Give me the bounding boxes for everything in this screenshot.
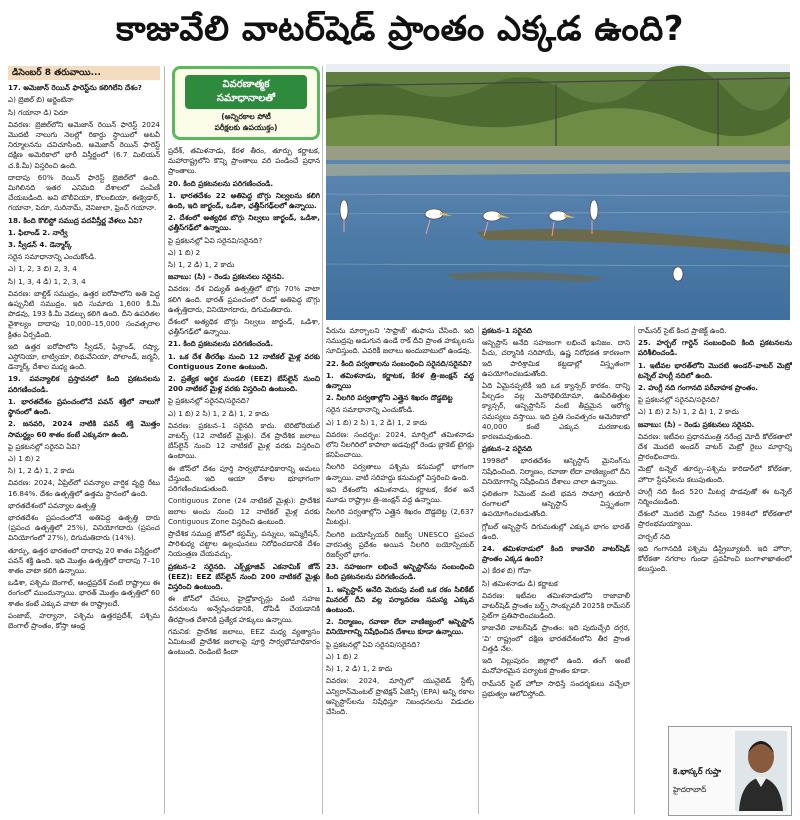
paragraph: భారతదేశంలో పవన్యాల ఉత్పత్తి xyxy=(8,500,96,510)
paragraph: ఎ) 1 బి) 2 xyxy=(326,651,359,661)
paragraph: సి) గయానా డి) పెరూ xyxy=(8,107,68,117)
paragraph: ఎ) 1, 2, 3 బి) 2, 3, 4 xyxy=(8,264,77,274)
paragraph: హర్బల్ నది xyxy=(638,531,671,541)
paragraph: జవాబు: (సి) – రెండు ప్రకటనలు సరైనవి. xyxy=(638,419,755,429)
paragraph: వివరణ: ఇటీవల తమిళనాడులోని రాజావాలీ వాటర్‌షెడ్ ప్రాంతం బర్డ్స్ సాంక్చువరీ 2025కి రామ్‌సర్ సైట్‌గా ప్రతిపాదించబడింది. xyxy=(482,590,630,621)
author-city: హైదరాబాద్ xyxy=(673,785,707,794)
author-photo xyxy=(735,731,787,811)
callout-subtitle: (అన్నిరకాల పోటీ పరీక్షలకు ఉపయుక్తం) xyxy=(214,112,278,132)
paragraph: 1. ఇటీవల భారత్‌లోని మొదటి అండర్‌–వాటర్ మెట్రో టన్నెల్ హుగ్లీ నదిలో ఉంది. xyxy=(638,360,792,380)
paragraph: సరైన సమాధానాన్ని ఎంచుకోండి. xyxy=(326,405,415,415)
paragraph: పై ప్రకటనల్లో ఏవి సరైనవి/సరైనది? xyxy=(326,639,421,649)
paragraph: జవాబు: (సి) – రెండు ప్రకటనలు సరైనవి. xyxy=(168,272,285,282)
paragraph: ప్రకటన–2 సరైనది. ఎక్స్‌క్లూజివ్ ఎకనామిక్ జోన్ (EEZ): EEZ బేస్‌లైన్ నుంచి 200 నాటికల్ మైళ్లు విస్తరించి ఉంటుంది. xyxy=(168,561,320,591)
column-1-body xyxy=(8,83,160,631)
wetland-birds-photo xyxy=(326,64,790,320)
paragraph: ఎ) 1 బి) 2 సి) 1, 2 డి) 1, 2 కాదు xyxy=(168,408,269,418)
paragraph: ఈ జోన్‌లో దేశం పూర్తి సార్వభౌమాధికారాన్ని అమలు చేస్తుంది. ఇది ఆయా దేశాల భూభాగంగా పరిగణించబడుతుంది. xyxy=(168,463,320,494)
detailed-answers-callout xyxy=(172,66,320,140)
paragraph: 25. హర్బల్ గార్డెన్ సంబంధించి కింది ప్రకటనలను పరిశీలించండి. xyxy=(638,338,792,358)
paragraph: ఎ) 1 బి) 2 xyxy=(8,453,41,463)
paragraph: ఎ) 1 బి) 2 సి) 1, 2 డి) 1, 2 కాదు xyxy=(638,407,739,417)
paragraph: 22. కింది పర్వతాలను సంబంధించి సరైనది/సరైనవి? xyxy=(326,358,472,368)
callout-title: వివరణాత్మక సమాధానాలతో xyxy=(185,75,307,109)
paragraph: ఎ) 1 బి) 2 సి) 1, 2 డి) 1, 2 కాదు xyxy=(326,417,427,427)
paragraph: వివరణ: బాల్టిక్ సముద్రం, ఉత్తర ఐరోపాలోని అతి పెద్ద ఉప్పునీటి సముద్రం. ఇది సుమారు 1,600 కి.మీ పొడవు, 193 కి.మీ వెడల్పు కలిగి ఉంది. దీని ఉపరితల వైశాల్యం దాదాపు 10,000–15,000 సంవత్సరాల క్రితం ఏర్పడింది. xyxy=(8,288,160,339)
paragraph: 2. జనవరి, 2024 నాటికి పవన్ శక్తి మొత్తం సామర్థ్యం 60 శాతం కంటే ఎక్కువగా ఉంది. xyxy=(8,419,160,439)
headline: కాజువేలి వాటర్‌షెడ్ ప్రాంతం ఎక్కడ ఉంది? xyxy=(116,9,684,49)
paragraph: ఎ) బ్రెజిల్ బి) అర్జెంటినా xyxy=(8,95,74,105)
paragraph: 1. ఒక దేశ తీరరేఖ నుంచి 12 నాటికల్ మైళ్ల వరకు Contiguous Zone ఉంటుంది. xyxy=(168,351,320,371)
column-5-body xyxy=(638,326,792,574)
paragraph: 17. అమెజాన్ రెయిన్ ఫారెస్ట్‌ను కలిగిలేని దేశం? xyxy=(8,83,142,93)
paragraph: గమనిక: ప్రాదేశిక జలాలు, EEZ మధ్య వ్యత్యాసం ఏమిటంటే ప్రాదేశిక జలాలపై పూర్తి సార్వభౌమాధికారం ఉంటుంది. రెండింటి కిందా xyxy=(168,626,320,657)
paragraph: 1998లో భారతదేశం ఆస్బెస్టాస్ మైనింగ్‌ను నిషేధించింది. నిర్మాణం, రవాణా లేదా వాణిజ్యంలో దీని వినియోగాన్ని నిషేధించిన దేశాలు చాలా ఉన్నాయి. xyxy=(482,456,630,486)
paragraph: 2. నీలగిరి పర్వతాల్లోని ఎత్తైన శిఖరం దొడ్డబెట్ట xyxy=(326,393,453,403)
author-box xyxy=(668,726,792,816)
paragraph: ఈ జోన్‌లో చేపలు, హైడ్రోకార్బన్లు వంటి సహజ వనరులను అన్వేషించడానికి, దోపిడీ చేయడానికి తీరప్రాంత దేశానికి ప్రత్యేక హక్కులు ఉన్నాయి. xyxy=(168,594,320,624)
paragraph: 3. స్వీడన్ 4. డెన్మార్క్ xyxy=(8,240,72,250)
paragraph: ఇవి దేశంలోని తమిళనాడు, కర్ణాటక, కేరళ అనే మూడు రాష్ట్రాల త్రి–జంక్షన్ వద్ద ఉన్నాయి. xyxy=(326,484,474,505)
paragraph: నీలగిరి పర్వతాలు పశ్చిమ కనుమల్లో భాగంగా ఉన్నాయి. వాటి సరిహద్దు కనుమల్లో విస్తరించి ఉంది. xyxy=(326,462,474,482)
paragraph: సి) 1, 2 డి) 1, 2 కాదు xyxy=(8,466,75,476)
column-3 xyxy=(326,326,474,814)
paragraph: దేశంలో మొదటి మెట్రో సేవలు 1984లో కోల్‌కతాలో ప్రారంభమయ్యాయి. xyxy=(638,509,792,529)
paragraph: 23. సహజంగా లభించే ఆస్బెస్టాస్‌ను సంబంధించి కింది ప్రకటనలను పరిగణించండి. xyxy=(326,562,474,582)
author-name: కె.భాస్కర్ గుప్తా xyxy=(673,767,722,776)
paragraph: పేరును మార్చాలని 'సాఫ్రాజ్' తుఫాను చేసింది. ఇది సముద్రపు అడుగున ఉండే రాక్ దీవి ప్రాంత హక్కులను సూచిస్తుంది. ఎవరికీ జలాలు అందుబాటులో ఉండవు. xyxy=(326,326,474,356)
paragraph: 2. దేశంలో అత్యధిక బొగ్గు నిల్వలు జార్ఖండ్, ఒడిశా, ఛత్తీస్‌గఢ్‌లో ఉన్నాయి. xyxy=(168,213,320,233)
paragraph: వివరణ: దేశ విద్యుత్ ఉత్పత్తిలో బొగ్గు 70% వాటా కలిగి ఉంది. భారత్ ప్రపంచంలో రెండో అతిపెద్ద బొగ్గు ఉత్పత్తిదారు, వినియోగదారు, దిగుమతిదారు. xyxy=(168,284,320,314)
paragraph: 2. హుగ్లీ నది గంగానది పరీవాహక ప్రాంతం. xyxy=(638,383,758,393)
paragraph: తూర్పు, ఉత్తర భారతంలో దాదాపు 20 శాతం విస్తీర్ణంలో పవన్ శక్తి ఉంది. ఇది మొత్తం ఉత్పత్తిలో దాదాపు 7–10 శాతం వాటా కలిగి ఉన్నాయి. xyxy=(8,545,160,575)
paragraph: సి) 1, 2 డి) 1, 2 కాదు xyxy=(168,260,235,270)
paragraph: ప్రదేశ్, తమిళనాడు, కేరళ తీరం, తూర్పు కర్ణాటక, మహారాష్ట్రలోని కొన్ని ప్రాంతాలు వరి పండించే ప్రధాన ప్రాంతాలు. xyxy=(168,146,320,176)
paragraph: వివరణ: బ్రెజిల్‌లోని అమెజాన్ రెయిన్ ఫారెస్ట్ 2024 మొదటి నాలుగు నెలల్లో రికార్డు స్థాయిలో అటవీ నిర్మూలనను చవిచూసింది. అమెజాన్ రెయిన్ ఫారెస్ట్ దక్షిణ అమెరికాలో భారీ విస్తీర్ణంలో (6.7 మిలియన్ చ.కి.మీ) విస్తరించి ఉంది. xyxy=(8,119,160,170)
paragraph: పై ప్రకటనల్లో సరైనవి ఏవి? xyxy=(8,441,81,451)
paragraph: 1. ఫిలాండ్ 2. నార్వే xyxy=(8,227,68,237)
paragraph: ఇది గంగానదికి పశ్చిమ డిస్ట్రిబ్యూటరీ. ఇది హౌరా, కోల్‌కతా నగరాల గుండా ప్రవహించి బంగాళాఖాతంలో కలుస్తుంది. xyxy=(638,543,792,574)
paragraph: పంజాబ్, హర్యానా, పశ్చిమ ఉత్తరప్రదేశ్, పశ్చిమ బెంగాల్ ప్రాంతం, కోస్తా ఆంధ్ర xyxy=(8,610,160,630)
paragraph: 24. తమిళనాడులో కింది కాజువేలి వాటర్‌షెడ్ ప్రాంతం ఎక్కడ ఉంది? xyxy=(482,544,630,564)
paragraph: రామ్‌సర్ సైట్ కింద ప్రాజెక్ట్ ఉంది. xyxy=(638,326,727,335)
paragraph: ఆస్బెస్టాస్ అనేది సహజంగా లభించే ఖనిజం. దాని పీచు, చర్మానికి సరిపోయే, ఉష్ణ నిరోధకత కారణంగా ఇది పారిశ్రామిక కట్టడాల్లో విస్తృతంగా ఉపయోగించబడుతోంది. xyxy=(482,338,630,378)
paragraph: ప్రాదేశిక సముద్ర జోన్‌లో కస్టమ్స్, పన్నులు, ఇమ్మిగ్రేషన్, పారిశుధ్య చట్టాల ఉల్లంఘనలు నిరోధించడానికి దేశం నియంత్రణ చేయవచ్చు. xyxy=(168,528,320,559)
paragraph: దాదాపు 60% రెయిన్ ఫారెస్ట్ బ్రెజిల్‌లో ఉంది. మిగిలినది ఇతర ఎనిమిది దేశాలలో పంపిణీ చేయబడింది. అవి బొలీవియా, కొలంబియా, ఈక్వెడార్, గయానా, పెరూ, సురినామ్, వెనిజులా, ఫ్రెంచ్ గయానా. xyxy=(8,172,160,213)
paragraph: 21. కింది ప్రకటనలను పరిగణించండి. xyxy=(168,339,274,349)
paragraph: పై ప్రకటనల్లో సరైనవి/సరైనది? xyxy=(638,395,720,405)
paragraph: 2. ప్రత్యేక ఆర్థిక మండలి (EEZ) బేస్‌లైన్ నుంచి 200 నాటికల్ మైళ్ల వరకు విస్తరించి ఉంటుంది. xyxy=(168,374,320,394)
paragraph: సి) 1, 2 డి) 1, 2 కాదు xyxy=(326,664,393,674)
paragraph: Contiguous Zone (24 నాటికల్ మైళ్లు): ప్రాదేశిక జలాల అంచు నుంచి 12 నాటికల్ మైళ్ల వరకు Contiguous Zone విస్తరించి ఉంటుంది. xyxy=(168,496,320,526)
paragraph: ఫలితంగా సిమెంట్ వంటి భవన సామాగ్రి తయారీ రంగాలలో ఆస్బెస్టాస్ విస్తృతంగా ఉపయోగించబడుతోంది. xyxy=(482,489,630,519)
paragraph: వివరణ: 2024, మార్చిలో యునైటెడ్ స్టేట్స్ ఎన్విరాన్‌మెంటల్ ప్రొటెక్షన్ ఏజెన్సీ (EPA) అన్ని రకాల ఆస్బెస్టాస్‌లను నిషేధిస్తూ నిబంధనలను విడుదల చేసింది. xyxy=(326,676,474,716)
paragraph: నీలగిరి బయోస్పియర్ రిజర్వ్ UNESCO ప్రపంచ వారసత్వ ప్రదేశం అయిన నీలగిరి బయోస్పియర్ రిజర్వ్‌లో భాగం. xyxy=(326,529,474,560)
paragraph: వివరణ: ఇటీవల ప్రధానమంత్రి నరేంద్ర మోదీ కోల్‌కతాలో దేశ మొదటి అండర్‌ వాటర్ మెట్రో రైలు మార్గాన్ని ప్రారంభించారు. xyxy=(638,431,792,462)
paragraph: హుగ్లీ నది కింద 520 మీటర్ల పొడవుతో ఈ టన్నెల్ నిర్మించబడింది. xyxy=(638,486,792,507)
paragraph: వివరణ: ప్రకటన–1 సరైనది కాదు. టెరిటోరియల్ వాటర్స్ (12 నాటికల్ మైళ్లు). దేశ ప్రాదేశిక జలాలు బేస్‌లైన్ నుంచి 12 నాటికల్ మైళ్ల వరకు విస్తరించి ఉంటాయి. xyxy=(168,420,320,461)
paragraph: సి) 1, 3, 4 డి) 1, 2, 3, 4 xyxy=(8,276,86,286)
paragraph: మెట్రో టన్నెల్ తూర్పు–పశ్చిమ కారిడార్‌లో కోల్‌కతా, హౌరా స్టేషన్‌లను కలుపుతుంది. xyxy=(638,464,792,484)
paragraph: భారతదేశం ప్రపంచంలోనే అతిపెద్ద ఉత్పత్తి దారు (ప్రపంచ ఉత్పత్తిలో 25%), వినియోగదారు (ప్రపంచ వినియోగంలో 27%), దిగుమతిదారు (14%). xyxy=(8,512,160,543)
column-3-body xyxy=(326,326,474,717)
paragraph: ఏది ఏమైనప్పటికీ ఇది ఒక క్యాన్సర్ కారకం. దాన్ని పీల్చడం వల్ల మెసోథెలియోమా, ఊపిరితిత్తుల క్యాన్సర్, ఆస్బెస్టాసిస్ వంటి తీవ్రమైన ఆరోగ్య సమస్యలు వస్తాయి. ఇది ప్రతి సంవత్సరం అమెరికాలో 40,000 కంటే ఎక్కువ మరణాలకు కారణమవుతుంది. xyxy=(482,381,630,442)
paragraph: ఎ) కేరళ బి) గోవా xyxy=(482,566,531,576)
paragraph: దేశంలో అత్యధిక బొగ్గు నిల్వలు జార్ఖండ్, ఒడిశా, ఛత్తీస్‌గఢ్‌లో ఉన్నాయి. xyxy=(168,317,320,337)
column-1 xyxy=(8,66,160,814)
paragraph: 18. కింది కొలిస్టో సముద్ర పదవీస్తీర్ణ వేళలు ఏవి? xyxy=(8,215,143,225)
paragraph: పై ప్రకటనల్లో ఏవి సరైనవి/సరైనది? xyxy=(168,235,263,245)
continuation-tag: డిసెంబర్ 8 తరువాయి... xyxy=(8,66,160,80)
column-2 xyxy=(168,146,320,814)
paragraph: కాజువేలి వాటర్‌షెడ్ ప్రాంతం: ఇది పుదుచ్చేరి దగ్గర, 'వి' రాష్ట్రంలో దక్షిణ భారతదేశంలోని తీర ప్రాంత చిత్తడి నేల. xyxy=(482,623,630,653)
paragraph: 20. కింది ప్రకటనలను పరిగణించండి. xyxy=(168,178,274,188)
paragraph: ఎ) 1 బి) 2 xyxy=(168,247,201,257)
column-5 xyxy=(638,326,792,722)
paragraph: ప్రకటన–2 సరైనది xyxy=(482,444,532,454)
paragraph: 19. పవన్యాలిక ప్రస్తావనలో కింది ప్రకటనలను పరిగణించండి. xyxy=(8,374,160,394)
paragraph: సరైన సమాధానాన్ని ఎంచుకోండి. xyxy=(8,252,97,262)
paragraph: 1. భారతదేశం ప్రపంచంలోనే పవన్ శక్తిలో నాలుగో స్థానంలో ఉంది. xyxy=(8,396,160,417)
paragraph: వివరణ: సందర్భం: 2024, మార్చిలో తమిళనాడు లోని నీలగిరిలో కాపాలా అడవుల్లో రెండు బ్లాకెట్ టైగర్లు కనిపించాయి. xyxy=(326,429,474,460)
column-2-body xyxy=(168,146,320,657)
paragraph: నీలగిరి పర్వతాల్లోని ఎత్తైన శిఖరం దొడ్డబెట్ట (2,637 మీటర్లు). xyxy=(326,507,474,527)
column-4-body xyxy=(482,326,630,699)
paragraph: 1. తమిళనాడు, కర్ణాటక, కేరళ త్రి–జంక్షన్ వద్ద ఉన్నాయి xyxy=(326,370,474,391)
paragraph: ఇది ఉత్తర ఐరోపాలోని స్వీడన్, ఫిన్లాండ్, రష్యా, ఎస్టోనియా, లాట్వియా, లిథువేనియా, పోలాండ్, జర్మనీ, డెన్మార్క్ దేశాల మధ్య ఉంది. xyxy=(8,341,160,372)
paragraph: గ్లోబల్ ఆస్బెస్టాస్ దిగుమతుల్లో ఎక్కువ భాగం భారత్ ఉంది. xyxy=(482,521,630,541)
paragraph: వివరణ: 2024, ఏప్రిల్‌లో పవన్యాల వార్షిక వృద్ధి రేటు 16.84%. దేశం ఉత్పత్తిలో ఉత్తమ స్థానంలో ఉంది. xyxy=(8,478,160,498)
paragraph: ప్రకటన–1 సరైనది xyxy=(482,326,532,335)
paragraph: పై ప్రకటనల్లో సరైనవి/సరైనది? xyxy=(168,396,250,406)
paragraph: రామ్‌సర్ సైట్ హోదా సాధిస్తే సందర్శకులు వచ్చేలా ప్రభుత్వం ఆలోచిస్తోంది. xyxy=(482,678,630,698)
paragraph: 2. నిర్మాణం, రవాణా లేదా వాణిజ్యంలో ఆస్బెస్టాస్ వినియోగాన్ని నిషేధించిన దేశాలు కూడా ఉన్నాయి. xyxy=(326,617,474,637)
paragraph: ఒడిశా, పశ్చిమ బెంగాల్, ఆంధ్రప్రదేశ్ వంటి రాష్ట్రాలు ఈ రంగంలో ముందున్నాయి. భారత్ మొత్తం ఉత్పత్తిలో 60 శాతం కంటే ఎక్కువ వాటా ఈ రాష్ట్రాలదే. xyxy=(8,578,160,608)
paragraph: ఇది విల్లుపురం జిల్లాలో ఉంది. తంగ్ అంటే మనోహరమైన పర్యాటక ప్రాంతం కూడా. xyxy=(482,656,630,676)
column-4 xyxy=(482,326,630,814)
paragraph: 1. ఆస్బెస్టాస్ అనేది మెరుపు వంటి ఒక రకం సిలికేట్ మినరల్ దీని వల్ల పర్యావరణ సమస్య ఎక్కువ ఉంటుంది. xyxy=(326,584,474,615)
paragraph: 1. భారతదేశం 22 అతిపెద్ద బొగ్గు నిల్వలను కలిగి ఉంది, ఇది జార్ఖండ్, ఒడిశా, ఛత్తీస్‌గఢ్‌లలో ఉన్నాయి. xyxy=(168,190,320,211)
paragraph: సి) తమిళనాడు డి) కర్ణాటక xyxy=(482,578,558,588)
